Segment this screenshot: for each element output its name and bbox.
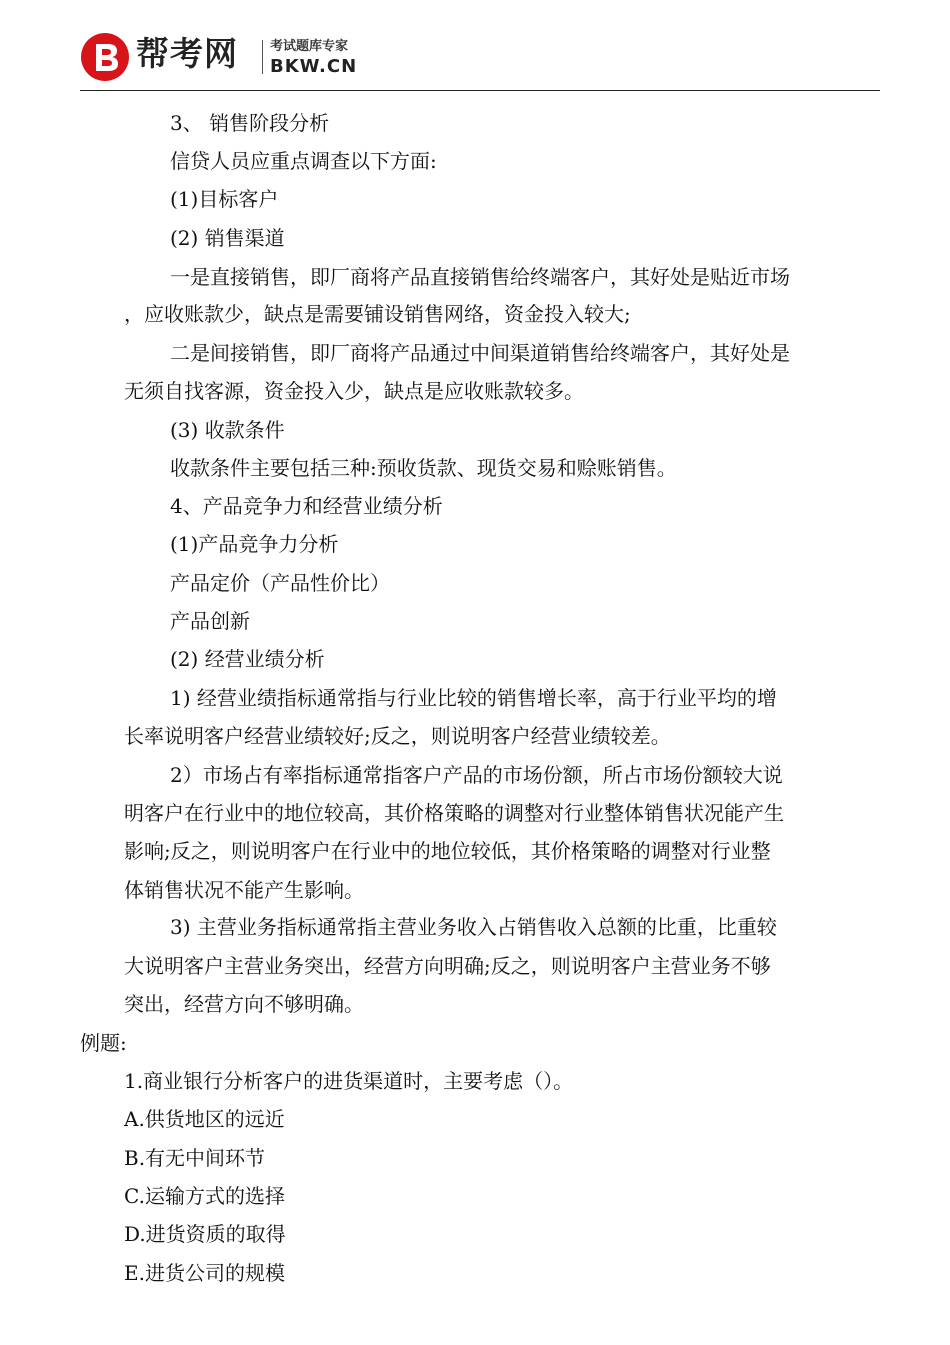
option-c: C.运输方式的选择 [124, 1184, 285, 1208]
section-heading: 3、 销售阶段分析 [170, 111, 330, 135]
brand-domain: BKW.CN [270, 56, 358, 77]
paragraph-line: 产品创新 [170, 609, 250, 633]
option-b: B.有无中间环节 [124, 1146, 266, 1170]
subheading: (2) 经营业绩分析 [170, 647, 325, 671]
paragraph-line: 突出，经营方向不够明确。 [124, 992, 364, 1016]
option-e: E.进货公司的规模 [124, 1261, 285, 1285]
brand-name: 帮考网 [136, 34, 238, 73]
option-d: D.进货资质的取得 [124, 1222, 286, 1246]
subheading: (1)产品竞争力分析 [170, 532, 339, 556]
paragraph-line: 收款条件主要包括三种:预收货款、现货交易和赊账销售。 [170, 456, 677, 480]
paragraph-line: 3) 主营业务指标通常指主营业务收入占销售收入总额的比重，比重较 [170, 915, 777, 939]
paragraph-line: 一是直接销售，即厂商将产品直接销售给终端客户，其好处是贴近市场 [170, 265, 790, 289]
subheading: (1)目标客户 [170, 187, 279, 211]
example-label: 例题: [80, 1031, 127, 1055]
brand-tagline: 考试题库专家 [270, 39, 349, 54]
paragraph-line: 二是间接销售，即厂商将产品通过中间渠道销售给终端客户，其好处是 [170, 341, 790, 365]
paragraph-line: 明客户在行业中的地位较高，其价格策略的调整对行业整体销售状况能产生 [124, 801, 784, 825]
option-a: A.供货地区的远近 [124, 1107, 285, 1131]
section-heading: 4、产品竞争力和经营业绩分析 [170, 494, 443, 518]
paragraph-line: 体销售状况不能产生影响。 [124, 878, 364, 902]
paragraph-line: 信贷人员应重点调查以下方面: [170, 149, 437, 173]
header-rule [80, 90, 880, 91]
paragraph-line: 1) 经营业绩指标通常指与行业比较的销售增长率，高于行业平均的增 [170, 686, 777, 710]
bkw-logo-icon [80, 32, 130, 82]
paragraph-line: 长率说明客户经营业绩较好;反之，则说明客户经营业绩较差。 [124, 724, 671, 748]
example-question: 1.商业银行分析客户的进货渠道时，主要考虑（）。 [124, 1069, 574, 1093]
subheading: (2) 销售渠道 [170, 226, 285, 250]
paragraph-line: 无须自找客源，资金投入少，缺点是应收账款较多。 [124, 379, 584, 403]
paragraph-line: 产品定价（产品性价比） [170, 571, 390, 595]
paragraph-line: 大说明客户主营业务突出，经营方向明确;反之，则说明客户主营业务不够 [124, 954, 771, 978]
paragraph-line: 影响;反之，则说明客户在行业中的地位较低，其价格策略的调整对行业整 [124, 839, 771, 863]
page-header [80, 28, 880, 92]
brand-divider [262, 40, 263, 74]
paragraph-line: 2）市场占有率指标通常指客户产品的市场份额，所占市场份额较大说 [170, 763, 783, 787]
subheading: (3) 收款条件 [170, 418, 285, 442]
paragraph-line: ，应收账款少，缺点是需要铺设销售网络，资金投入较大; [124, 302, 631, 326]
